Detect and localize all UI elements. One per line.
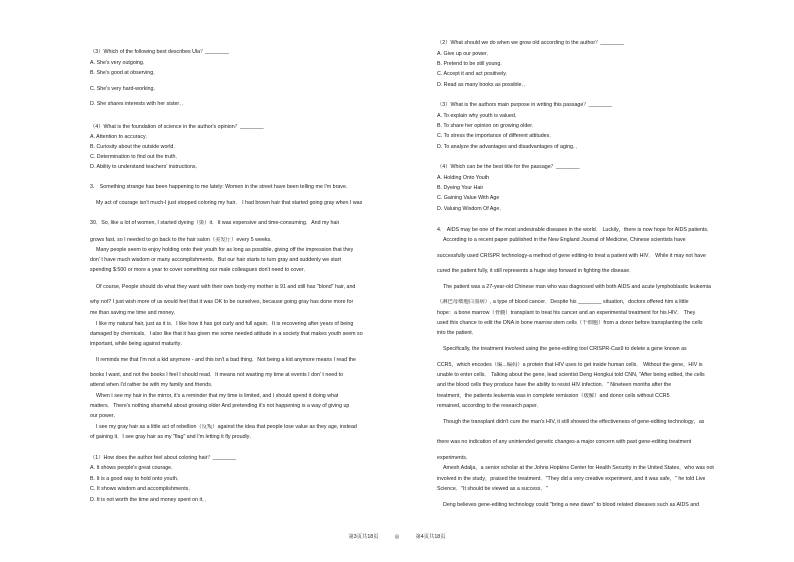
option-d: D. It is not worth the time and money spent on it．． (90, 497, 211, 503)
option-a: A. To explain why youth is valued． (437, 113, 521, 119)
option-d: D. Ability to understand teachers' instructions． (90, 164, 201, 170)
passage-3-line: important, while being against maturity． (90, 341, 186, 347)
question-4-stem: （4）Which can be the best title for the passage？________ (437, 164, 580, 170)
passage-4-line: The patient was a 27-year-old Chinese man who was diagnosed with both AIDS and acute lymphoblastic leukemia (443, 284, 711, 290)
passage-4-line: 4. AIDS may be one of the most undesirable diseases in the world． Luckily，there is now hope for AIDS patients． (437, 227, 713, 233)
passage-3-line: spending $:500 or more a year to cover something our male colleagues don't need to cover． (90, 267, 309, 273)
option-c: C. It shows wisdom and accomplishments． (90, 486, 194, 492)
passage-3-line: It reminds me that I'm not a kid anymore - and this isn't a bad thing．Not being a kid anymore means I read the (96, 357, 356, 363)
option-a: A. Holding Onto Youth (437, 175, 490, 181)
passage-3-line: Many people seem to enjoy holding onto their youth for as long as possible, giving off the impression that they (96, 247, 354, 253)
question-4-stem: （4）What is the foundation of science in the author's opinion？________ (90, 124, 264, 130)
passage-3-line: of gaining it．I see gray hair as my "flag" and I'm letting it fly proudly． (90, 434, 255, 440)
passage-3-line: why not? I just wish more of us would feel that it was OK to be ourselves, because going gray has done more for (90, 299, 354, 305)
option-c: C. Determination to find out the truth． (90, 154, 181, 160)
option-b: B. Dyeing Your Hair (437, 185, 484, 191)
passage-4-line: CCR5，which encodes（编...编码）a protein that HIV uses to get inside human cells． Without the gene，HIV is (437, 362, 703, 368)
option-d: D. To analyze the advantages and disadvantages of aging．． (437, 144, 581, 150)
passage-4-line: unable to enter cells． Talking about the gene, lead scientist Deng Hongkui told CNN, "After being edited, the cells (437, 372, 705, 378)
passage-3-line: 30．So, like a lot of women, I started dyeing（染）it．It was expensive and time-consuming．And my hair (90, 220, 340, 226)
passage-4-line: hope：a bone marrow（骨髓）transplant to treat his cancer and an experimental treatment for his HIV． They (437, 310, 696, 316)
passage-4-line: Deng believes gene-editing technology could "bring a new dawn" to blood related diseases such as AIDS and (443, 502, 700, 508)
passage-3-line: attend when I'd rather be with my family and friends． (90, 382, 217, 388)
option-a: A. Attention to accuracy． (90, 134, 151, 140)
passage-4-line: Specifically, the treatment involved using the gene-editing tool CRISPR-Cas9 to delete a gene known as (443, 346, 687, 352)
option-c: C. Accept it and act positively． (437, 71, 512, 77)
passage-4-line: experiments． (437, 455, 472, 461)
passage-4-line: According to a recent paper published in the New England Journal of Medicine, Chinese scientists have (443, 237, 686, 243)
passage-4-line: used this chance to edit the DNA in bone marrow stem cells（干细胞）from a donor before transplanting the cells (437, 320, 703, 326)
passage-3-line: damaged by chemicals．I also like that it has given me some needed attitude in a society that makes youth seem so (90, 331, 363, 337)
option-a: A. Give up our power． (437, 51, 493, 57)
passage-4-line: Amesh Adalja，a senior scholar at the Johns Hopkins Center for Health Security in the United States，who was not (443, 465, 714, 471)
question-3-stem: （3）What is the authors main purpose in writing this passage？________ (437, 102, 613, 108)
passage-3-line: books I want, and not the books I feel I should read．It means not wasting my time at events I don' t need to (90, 372, 344, 378)
option-c: C. To stress the importance of different attitudes． (437, 133, 555, 139)
option-d: D. Valuing Wisdom Of Age． (437, 206, 505, 212)
passage-3-line: I see my gray hair as a little act of rebellion（反叛）against the idea that people lose value as they age, instead (96, 424, 357, 430)
passage-3-line: grows fast, so I needed to go back to the hair salon（美发厅）every 5 weeks． (90, 237, 276, 243)
passage-3-line: When I see my hair in the mirror, it's a reminder that my time is limited, and I should spend it doing what (96, 393, 339, 399)
option-a: A. It shows people's great courage． (90, 465, 177, 471)
option-d: D. She shares interests with her sister．． (90, 101, 188, 107)
question-2-stem: （2）What should we do when we grow old according to the author？________ (437, 40, 624, 46)
option-b: B. It is a good way to hold onto youth． (90, 476, 183, 482)
passage-4-line: Science．"It should be viewed as a success．" (437, 486, 548, 492)
passage-4-line: remained, according to the research paper． (437, 403, 543, 409)
option-a: A. She's very outgoing． (90, 60, 149, 66)
option-c: C. Gaining Value With Age (437, 195, 500, 201)
passage-3-line: me than saving me time and money． (90, 310, 180, 316)
question-3-stem: （3）Which of the following best describes Ula？________ (90, 49, 229, 55)
passage-4-line: involved in the study，praised the treatment．"They did a very creative experiment, and it was safe，" he told Live (437, 476, 706, 482)
passage-3-line: matters．There's nothing shameful about growing older And pretending it's not happening is a way of giving up (90, 403, 350, 409)
passage-3-line: Of course, People should do what they want with their own body-my mother is 91 and still has "blond" hair, and (96, 284, 356, 290)
passage-4-line: cured the patient fully, it still represents a huge step forward in fighting the disease． (437, 268, 635, 274)
option-b: B. Pretend to be still young． (437, 61, 506, 67)
passage-4-line: Though the transplant didn't cure the man's HIV, it still showed the effectiveness of gene-editing technology，as (443, 419, 705, 425)
passage-3-line: 3. Something strange has been happening to me lately: Women in the street have been telling me I'm brave． (90, 184, 352, 190)
passage-4-line: into the patient． (437, 330, 478, 336)
option-c: C. She's very hard-working． (90, 86, 159, 92)
option-b: B. She's good at observing． (90, 70, 159, 76)
passage-3-line: My act of courage isn't much-I just stopped coloring my hair． I had brown hair that started going gray when I was (96, 200, 363, 206)
left-page-number: 第3页共18页 (348, 534, 379, 540)
passage-3-line: I like my natural hair, just as it is．I like how it has got curly and full again．It is recovering after years of being (96, 321, 354, 327)
option-b: B. To share her opinion on growing older． (437, 123, 538, 129)
question-1-stem: （1）How does the author feel about coloring hair？________ (90, 455, 237, 461)
option-b: B. Curiosity about the outside world． (90, 144, 179, 150)
option-d: D. Read as many books as possible．． (437, 82, 530, 88)
right-page-number: 第4页共18页 (415, 534, 446, 540)
passage-4-line: there was no indication of any unintended genetic changes-a major concern with past gene-editing treatment (437, 439, 692, 445)
passage-3-line: our power． (90, 413, 119, 419)
passage-3-line: don' t have much wisdom or many accomplishments．But our hair starts to turn gray and suddenly we start (90, 257, 341, 263)
passage-4-line: treatment，the patients leukemia was in complete remission（缓解）and donor cells without CCR5 (437, 393, 670, 399)
page-footer (0, 532, 794, 540)
passage-4-line: successfully used CRISPR technology-a method of gene editing-to treat a patient with HIV． While it may not have (437, 253, 706, 259)
passage-4-line: and the blood cells they produce have the ability to resist HIV infection．" Nineteen months after the (437, 382, 672, 388)
passage-4-line: （淋巴母细胞白血病）, a type of blood cancer．Despite his ________ situation，doctors offered him a little (437, 299, 689, 305)
separator-icon: ◎ (394, 534, 400, 540)
